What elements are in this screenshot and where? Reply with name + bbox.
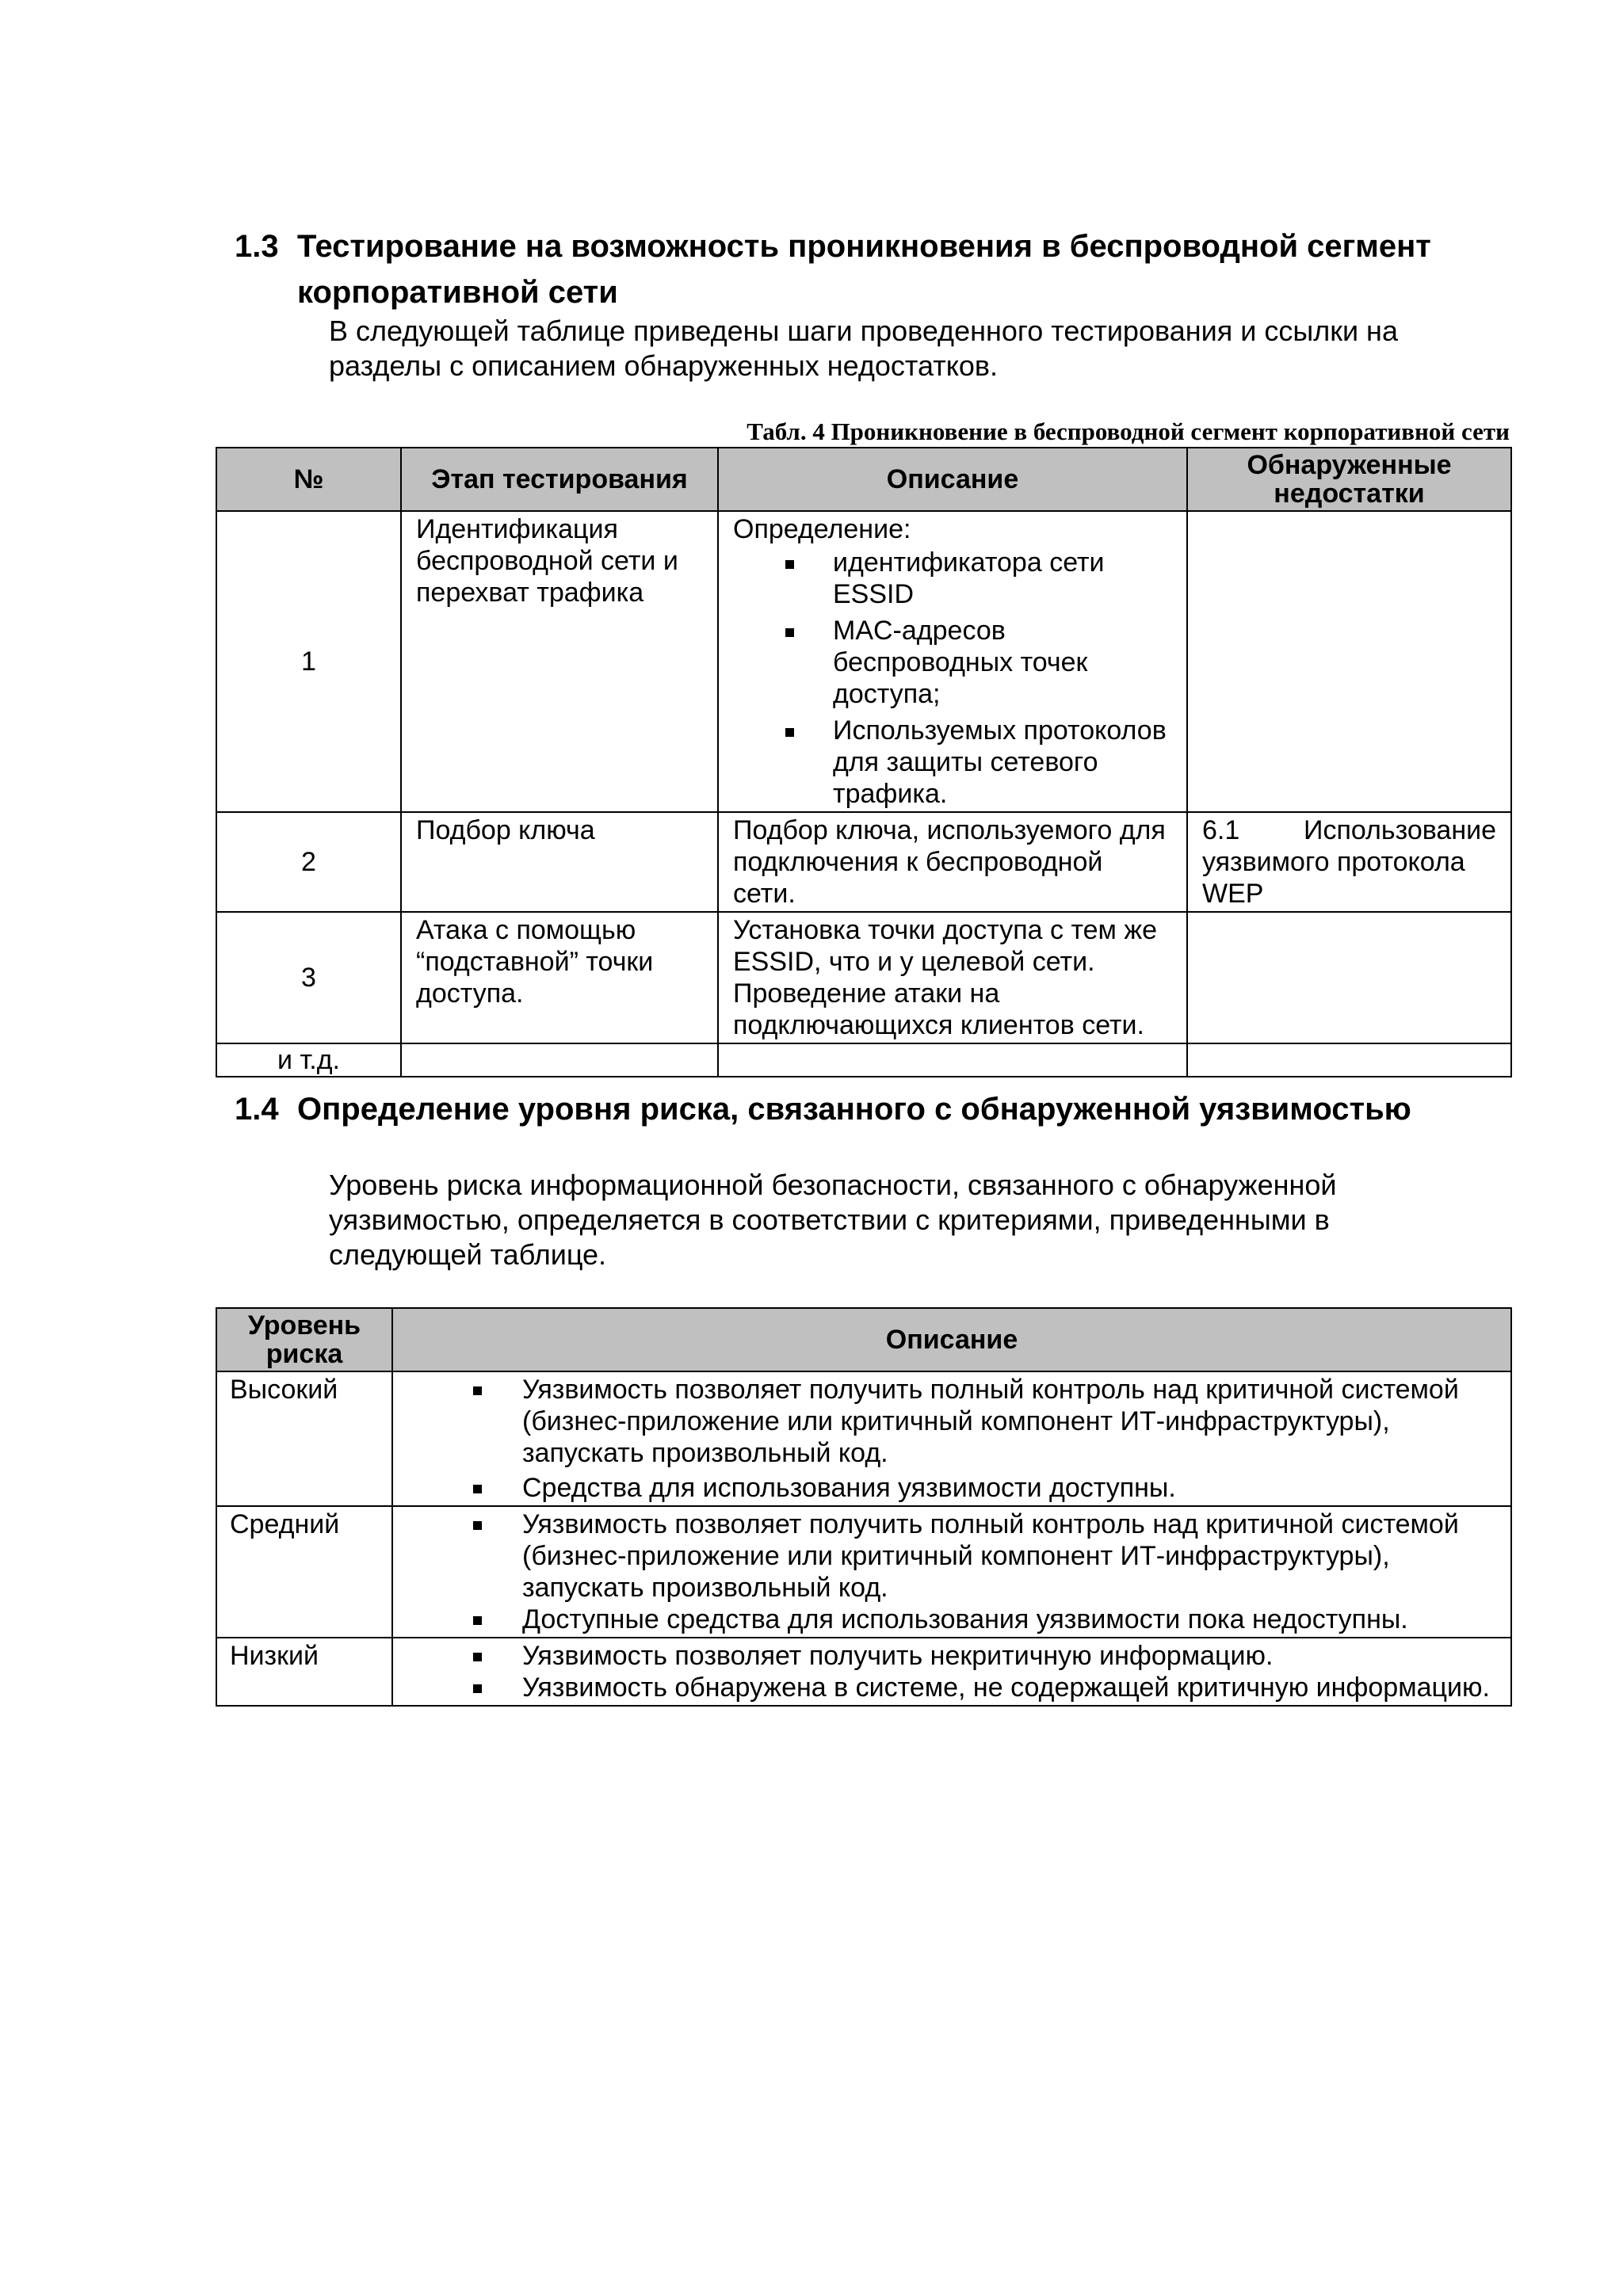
list-item: Уязвимость позволяет получить некритичную информацию. xyxy=(407,1640,1501,1672)
table-row xyxy=(216,1043,1511,1077)
section-intro: В следующей таблице приведены шаги проведенного тестирования и ссылки на разделы с описанием обнаруженных недостатков. xyxy=(329,315,1398,382)
row-description: Установка точки доступа с тем же ESSID, что и у целевой сети. Проведение атаки на подключающихся клиентов сети. xyxy=(718,912,1187,1043)
table-row xyxy=(216,1506,1511,1638)
square-bullet-icon xyxy=(473,1616,482,1625)
risk-level: Высокий xyxy=(216,1371,392,1506)
list-item: Средства для использования уязвимости доступны. xyxy=(407,1472,1501,1504)
issue-section-ref: 6.1 xyxy=(1202,815,1240,845)
section-heading-1-3 xyxy=(235,223,1582,315)
square-bullet-icon xyxy=(785,728,794,737)
risk-description xyxy=(392,1506,1511,1638)
issue-title-first-word: Использование xyxy=(1304,815,1496,845)
table-header-row xyxy=(216,448,1511,511)
square-bullet-icon xyxy=(473,1653,482,1661)
table-row xyxy=(216,511,1511,812)
row-issues xyxy=(1187,1043,1511,1077)
description-list xyxy=(733,547,1172,810)
list-item: Уязвимость позволяет получить полный контроль над критичной системой (бизнес-приложение или критичный компонент ИТ-инфраструктуры), запускать произвольный код. xyxy=(407,1508,1501,1604)
description-lead: Определение: xyxy=(733,514,911,544)
section-intro: Уровень риска информационной безопасности, связанного с обнаруженной уязвимостью, определяется в соответствии с критериями, приведенными в следующей таблице. xyxy=(329,1169,1337,1271)
section-number: 1.3 xyxy=(235,229,279,264)
col-header-stage: Этап тестирования xyxy=(401,448,718,511)
square-bullet-icon xyxy=(785,628,794,637)
table-row xyxy=(216,1638,1511,1706)
row-issues xyxy=(1187,912,1511,1043)
risk-description xyxy=(392,1638,1511,1706)
row-number: 1 xyxy=(216,511,401,812)
risk-level: Низкий xyxy=(216,1638,392,1706)
row-stage: Атака с помощью “подставной” точки доступа. xyxy=(401,912,718,1043)
section-title: Тестирование на возможность проникновения в беспроводной сегмент корпоративной сети xyxy=(297,229,1431,310)
list-item: Доступные средства для использования уязвимости пока недоступны. xyxy=(407,1604,1501,1635)
list-item: идентификатора сети ESSID xyxy=(733,547,1172,610)
row-number: и т.д. xyxy=(216,1043,401,1077)
row-stage xyxy=(401,1043,718,1077)
table-caption: Табл. 4 Проникновение в беспроводной сегмент корпоративной сети xyxy=(747,418,1510,445)
square-bullet-icon xyxy=(473,1521,482,1530)
risk-level-table xyxy=(216,1307,1512,1707)
square-bullet-icon xyxy=(473,1386,482,1395)
row-issues xyxy=(1187,812,1511,912)
row-number: 2 xyxy=(216,812,401,912)
row-issues xyxy=(1187,511,1511,812)
square-bullet-icon xyxy=(785,560,794,569)
risk-level: Средний xyxy=(216,1506,392,1638)
table-header-row xyxy=(216,1308,1511,1371)
row-number: 3 xyxy=(216,912,401,1043)
row-stage: Подбор ключа xyxy=(401,812,718,912)
risk-criteria-list xyxy=(407,1640,1501,1703)
risk-description xyxy=(392,1371,1511,1506)
square-bullet-icon xyxy=(473,1684,482,1693)
col-header-description: Описание xyxy=(392,1308,1511,1371)
row-stage: Идентификация беспроводной сети и перехват трафика xyxy=(401,511,718,812)
col-header-description: Описание xyxy=(718,448,1187,511)
table-row xyxy=(216,812,1511,912)
list-item: Уязвимость позволяет получить полный контроль над критичной системой (бизнес-приложение или критичный компонент ИТ-инфраструктуры), запускать произвольный код. xyxy=(407,1374,1501,1469)
col-header-issues: Обнаруженные недостатки xyxy=(1187,448,1511,511)
section-heading-1-4 xyxy=(235,1086,1582,1132)
table-row xyxy=(216,912,1511,1043)
risk-criteria-list xyxy=(407,1374,1501,1504)
row-description xyxy=(718,1043,1187,1077)
penetration-steps-table xyxy=(216,447,1512,1077)
risk-criteria-list xyxy=(407,1508,1501,1635)
col-header-number: № xyxy=(216,448,401,511)
table-row xyxy=(216,1371,1511,1506)
col-header-risk-level: Уровень риска xyxy=(216,1308,392,1371)
section-number: 1.4 xyxy=(235,1092,279,1127)
list-item: MAC-адресов беспроводных точек доступа; xyxy=(733,615,1172,710)
issue-ref-line xyxy=(1202,814,1496,846)
list-item: Используемых протоколов для защиты сетевого трафика. xyxy=(733,715,1172,810)
row-description: Подбор ключа, используемого для подключения к беспроводной сети. xyxy=(718,812,1187,912)
square-bullet-icon xyxy=(473,1485,482,1493)
row-description xyxy=(718,511,1187,812)
section-title: Определение уровня риска, связанного с обнаруженной уязвимостью xyxy=(297,1092,1411,1127)
list-item: Уязвимость обнаружена в системе, не содержащей критичную информацию. xyxy=(407,1672,1501,1703)
issue-title-rest: уязвимого протокола WEP xyxy=(1202,847,1465,909)
